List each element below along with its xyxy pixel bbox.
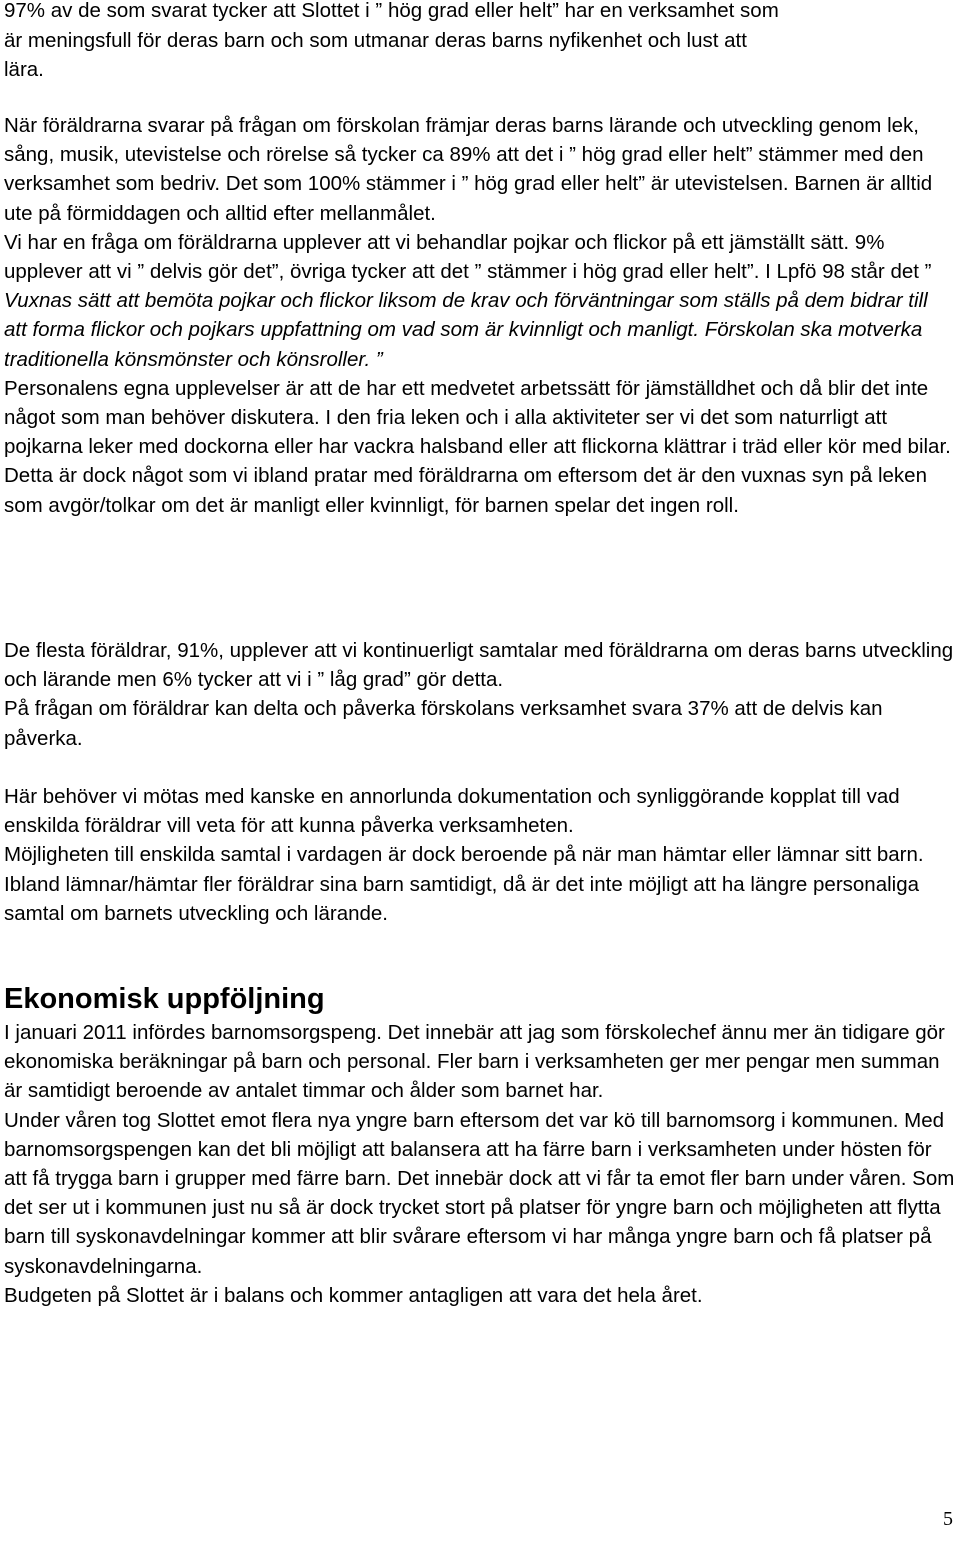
documentation-paragraph: Här behöver vi mötas med kanske en annorlunda dokumentation och synliggörande kopplat till vad enskilda föräldrar vill veta för att kunna påverka verksamheten. [4, 785, 900, 838]
equality-text: Vi har en fråga om föräldrarna upplever att vi behandlar pojkar och flickor på ett jämställt sätt. 9% upplever att vi ” delvis gör det”, övriga tycker att det ” stämmer i hög grad eller helt”. I Lpfö 98 står det ” [4, 230, 932, 284]
equality-paragraph [4, 228, 956, 374]
economy-paragraph-3: Budgeten på Slottet är i balans och kommer antagligen att vara det hela året. [4, 1283, 703, 1307]
influence-paragraph: På frågan om föräldrar kan delta och påverka förskolans verksamhet svara 37% att de delvis kan påverka. [4, 697, 883, 750]
staff-paragraph: Personalens egna upplevelser är att de har ett medvetet arbetssätt för jämställdhet och då blir det inte något som man behöver diskutera. I den fria leken och i alla aktiviteter ser vi det som naturrligt att pojkarna leker med dockorna eller har vackra halsband eller att flickorna klättrar i träd eller kör med bilar. Detta är dock något som vi ibland pratar med föräldrarna om eftersom det är den vuxnas syn på leken som avgör/tolkar om det är manligt eller kvinnligt, för barnen spelar det ingen roll. [4, 376, 951, 517]
intro-line-2: är meningsfull för deras barn och som utmanar deras barns nyfikenhet och lust att [4, 28, 747, 52]
economy-paragraph-1: I januari 2011 infördes barnomsorgspeng. Det innebär att jag som förskolechef ännu mer än tidigare gör ekonomiska beräkningar på barn och personal. Fler barn i verksamheten ger mer pengar men summan är samtidigt beroende av antalet timmar och ålder som barnet har. [4, 1021, 945, 1103]
dialogue-section [4, 636, 956, 753]
intro-line-1: 97% av de som svarat tycker att Slottet i ” hög grad eller helt” har en verksamhet som [4, 0, 779, 22]
intro-paragraph [4, 0, 956, 85]
section-heading: Ekonomisk uppföljning [4, 983, 325, 1015]
parents-survey-section [4, 111, 956, 520]
learning-paragraph: När föräldrarna svarar på frågan om förskolan främjar deras barns lärande och utveckling genom lek, sång, musik, utevistelse och rörelse så tycker ca 89% att det i ” hög grad eller helt” stämmer med den verksamhet som bedriv. Det som 100% stämmer i ” hög grad eller helt” är utevistelsen. Barnen är alltid ute på förmiddagen och alltid efter mellanmålet. [4, 114, 933, 225]
dialogue-paragraph: De flesta föräldrar, 91%, upplever att vi kontinuerligt samtalar med föräldrarna om deras barns utveckling och lärande men 6% tycker att vi i ” låg grad” gör detta. [4, 639, 954, 692]
economy-paragraph-2: Under våren tog Slottet emot flera nya yngre barn eftersom det var kö till barnomsorg i kommunen. Med barnomsorgspengen kan det bli möjligt att balansera att ha färre barn i verksamheten under hösten för att få trygga barn i grupper med färre barn. Det innebär dock att vi får ta emot fler barn under våren. Som det ser ut i kommunen just nu så är dock trycket stort på platser för yngre barn och möjligheten att flytta barn till syskonavdelningar kommer att blir svårare eftersom vi har många yngre barn och få platser på syskonavdelningarna. [4, 1108, 955, 1278]
page-number: 5 [943, 1508, 953, 1530]
intro-line-3: lära. [4, 58, 44, 81]
economy-section [4, 1018, 956, 1310]
conversations-paragraph: Möjligheten till enskilda samtal i vardagen är dock beroende på när man hämtar eller lämnar sitt barn. Ibland lämnar/hämtar fler föräldrar sina barn samtidigt, då är det inte möjligt att ha längre personaliga samtal om barnets utveckling och lärande. [4, 843, 924, 925]
documentation-section [4, 782, 956, 928]
lpfo-quote: Vuxnas sätt att bemöta pojkar och flickor liksom de krav och förväntningar som ställs på dem bidrar till att forma flickor och pojkars uppfattning om vad som är kvinnligt och manligt. Förskolan ska motverka traditionella könsmönster och könsroller. ” [4, 289, 928, 371]
